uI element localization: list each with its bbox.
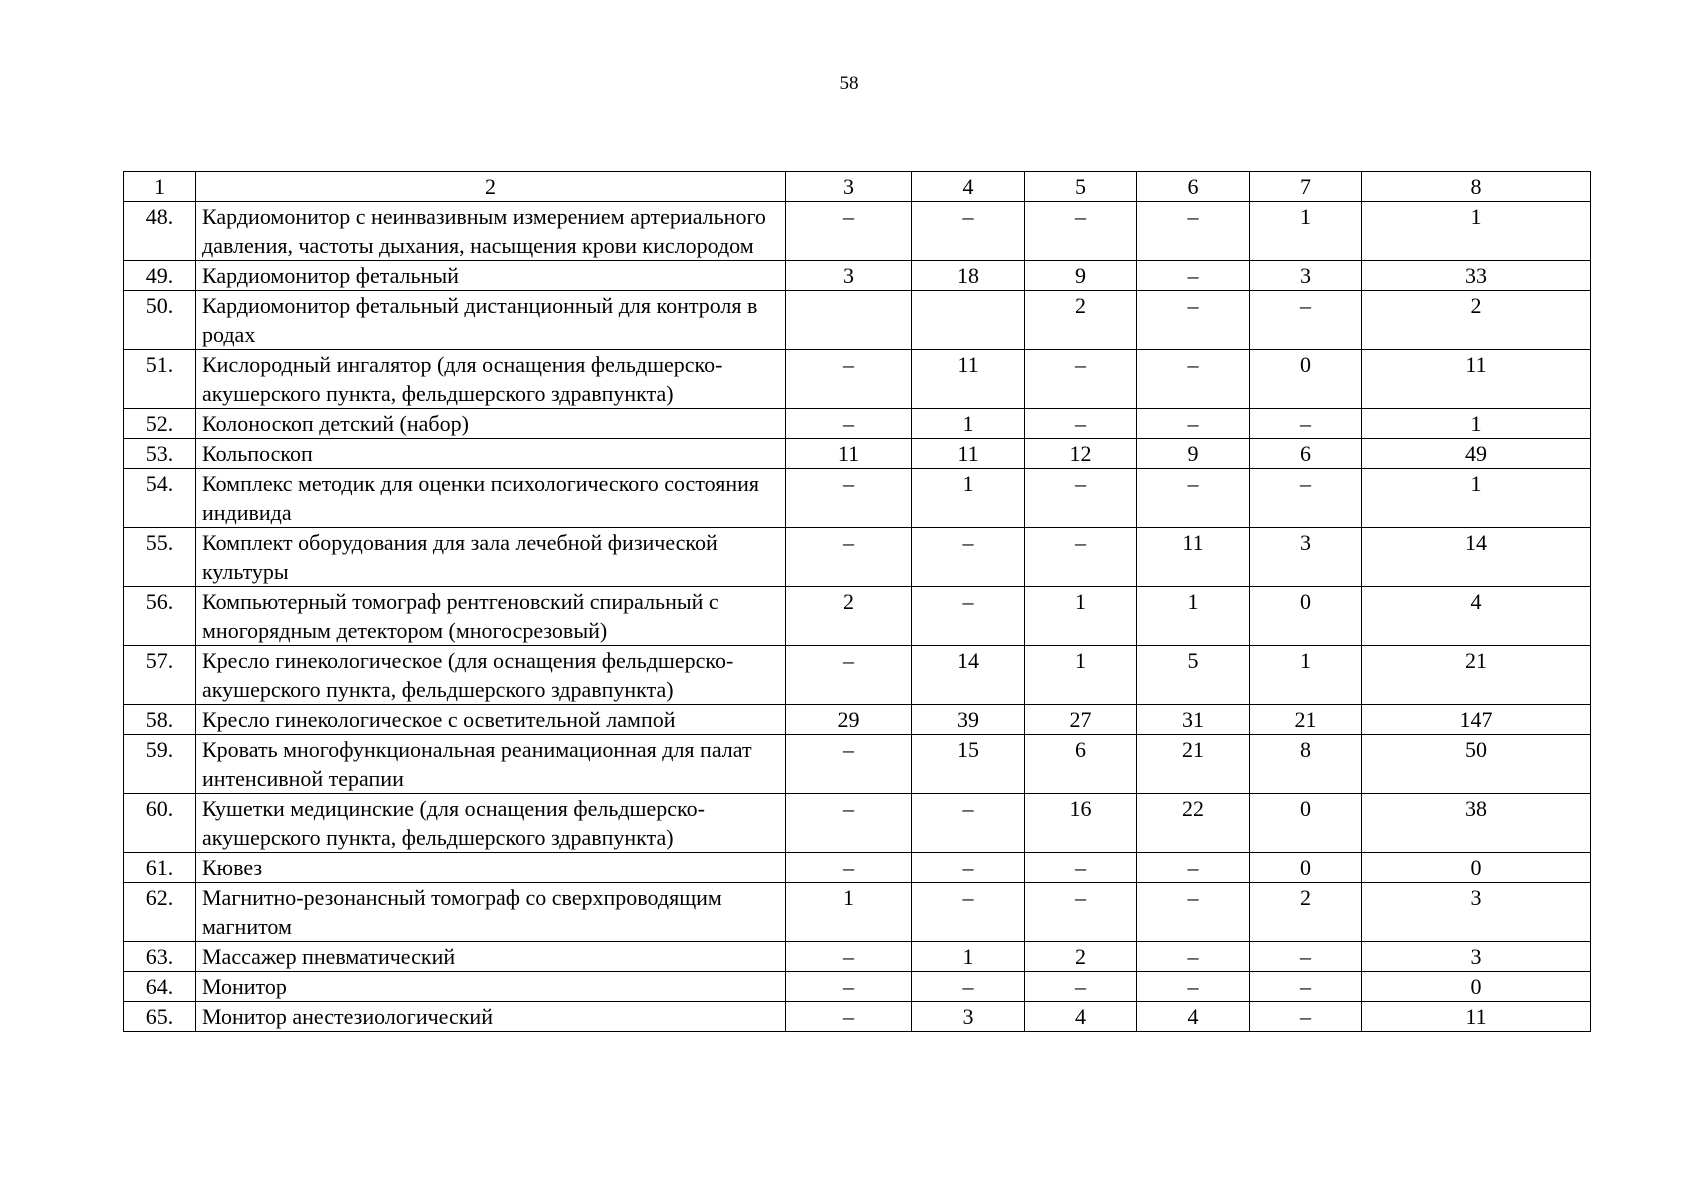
table-row [124,587,1591,646]
value-cell-col-3: – [786,350,912,409]
table-row [124,409,1591,439]
value-cell-col-8: 0 [1362,853,1591,883]
value-cell-col-4: – [912,794,1025,853]
value-cell-col-6: – [1137,350,1250,409]
value-cell-col-5: – [1025,469,1137,528]
value-cell-col-6: – [1137,261,1250,291]
value-cell-col-7: – [1250,972,1362,1002]
row-number-cell: 60. [124,794,196,853]
header-cell-5: 5 [1025,172,1137,202]
row-number-cell: 63. [124,942,196,972]
value-cell-col-7: – [1250,942,1362,972]
value-cell-col-4: 14 [912,646,1025,705]
value-cell-col-5: – [1025,409,1137,439]
equipment-name-cell: Кушетки медицинские (для оснащения фельдшерско-акушерского пункта, фельдшерского здравпункта) [196,794,786,853]
table-row [124,469,1591,528]
value-cell-col-4: 39 [912,705,1025,735]
value-cell-col-6: 5 [1137,646,1250,705]
value-cell-col-6: – [1137,409,1250,439]
value-cell-col-6: – [1137,853,1250,883]
value-cell-col-8: 14 [1362,528,1591,587]
value-cell-col-3: 3 [786,261,912,291]
value-cell-col-3: 2 [786,587,912,646]
row-number-cell: 59. [124,735,196,794]
value-cell-col-5: 2 [1025,942,1137,972]
value-cell-col-4: 1 [912,469,1025,528]
value-cell-col-5: – [1025,883,1137,942]
table-row [124,646,1591,705]
value-cell-col-3: – [786,853,912,883]
value-cell-col-5: 1 [1025,646,1137,705]
table-row [124,1002,1591,1032]
row-number-cell: 65. [124,1002,196,1032]
value-cell-col-5: 12 [1025,439,1137,469]
value-cell-col-8: 21 [1362,646,1591,705]
equipment-name-cell: Комплекс методик для оценки психологического состояния индивида [196,469,786,528]
value-cell-col-4: 11 [912,439,1025,469]
value-cell-col-7: 0 [1250,587,1362,646]
value-cell-col-8: 147 [1362,705,1591,735]
page-number: 58 [839,73,859,94]
value-cell-col-4: 1 [912,942,1025,972]
value-cell-col-8: 0 [1362,972,1591,1002]
value-cell-col-6: – [1137,469,1250,528]
equipment-name-cell: Кардиомонитор с неинвазивным измерением артериального давления, частоты дыхания, насыщения крови кислородом [196,202,786,261]
row-number-cell: 54. [124,469,196,528]
table-row [124,794,1591,853]
value-cell-col-8: 11 [1362,350,1591,409]
table-row [124,202,1591,261]
value-cell-col-6: – [1137,291,1250,350]
row-number-cell: 50. [124,291,196,350]
equipment-name-cell: Компьютерный томограф рентгеновский спиральный с многорядным детектором (многосрезовый) [196,587,786,646]
value-cell-col-4: – [912,853,1025,883]
value-cell-col-8: 2 [1362,291,1591,350]
value-cell-col-7: 8 [1250,735,1362,794]
table-row [124,735,1591,794]
value-cell-col-8: 33 [1362,261,1591,291]
row-number-cell: 64. [124,972,196,1002]
row-number-cell: 53. [124,439,196,469]
header-cell-2: 2 [196,172,786,202]
value-cell-col-7: 3 [1250,528,1362,587]
equipment-name-cell: Комплект оборудования для зала лечебной физической культуры [196,528,786,587]
value-cell-col-3: – [786,794,912,853]
equipment-name-cell: Колоноскоп детский (набор) [196,409,786,439]
value-cell-col-3: – [786,972,912,1002]
equipment-name-cell: Кольпоскоп [196,439,786,469]
value-cell-col-6: 21 [1137,735,1250,794]
value-cell-col-6: 1 [1137,587,1250,646]
value-cell-col-7: 2 [1250,883,1362,942]
value-cell-col-6: 11 [1137,528,1250,587]
value-cell-col-6: – [1137,883,1250,942]
equipment-name-cell: Кресло гинекологическое (для оснащения фельдшерско-акушерского пункта, фельдшерского здравпункта) [196,646,786,705]
table-row [124,972,1591,1002]
value-cell-col-7: 3 [1250,261,1362,291]
equipment-name-cell: Кровать многофункциональная реанимационная для палат интенсивной терапии [196,735,786,794]
value-cell-col-4: – [912,972,1025,1002]
equipment-table [123,171,1591,1032]
value-cell-col-3: – [786,735,912,794]
equipment-name-cell: Магнитно-резонансный томограф со сверхпроводящим магнитом [196,883,786,942]
value-cell-col-4: 15 [912,735,1025,794]
value-cell-col-5: – [1025,528,1137,587]
value-cell-col-5: 9 [1025,261,1137,291]
row-number-cell: 55. [124,528,196,587]
table-row [124,350,1591,409]
equipment-name-cell: Кислородный ингалятор (для оснащения фельдшерско-акушерского пункта, фельдшерского здравпункта) [196,350,786,409]
value-cell-col-4: 3 [912,1002,1025,1032]
value-cell-col-7: – [1250,409,1362,439]
value-cell-col-7: 1 [1250,202,1362,261]
value-cell-col-8: 49 [1362,439,1591,469]
value-cell-col-3: – [786,469,912,528]
value-cell-col-8: 3 [1362,883,1591,942]
value-cell-col-5: 27 [1025,705,1137,735]
equipment-name-cell: Кардиомонитор фетальный дистанционный для контроля в родах [196,291,786,350]
header-cell-1: 1 [124,172,196,202]
equipment-name-cell: Кювез [196,853,786,883]
row-number-cell: 61. [124,853,196,883]
value-cell-col-8: 4 [1362,587,1591,646]
value-cell-col-6: 31 [1137,705,1250,735]
value-cell-col-4: 11 [912,350,1025,409]
value-cell-col-5: 2 [1025,291,1137,350]
value-cell-col-7: 0 [1250,794,1362,853]
table-row [124,705,1591,735]
header-cell-4: 4 [912,172,1025,202]
value-cell-col-7: 1 [1250,646,1362,705]
header-cell-3: 3 [786,172,912,202]
value-cell-col-3: 29 [786,705,912,735]
row-number-cell: 62. [124,883,196,942]
row-number-cell: 56. [124,587,196,646]
equipment-name-cell: Кардиомонитор фетальный [196,261,786,291]
value-cell-col-6: 9 [1137,439,1250,469]
value-cell-col-7: 21 [1250,705,1362,735]
value-cell-col-8: 1 [1362,409,1591,439]
value-cell-col-6: – [1137,972,1250,1002]
table-row [124,853,1591,883]
value-cell-col-8: 1 [1362,202,1591,261]
value-cell-col-6: 4 [1137,1002,1250,1032]
value-cell-col-4: – [912,883,1025,942]
value-cell-col-7: 6 [1250,439,1362,469]
header-cell-7: 7 [1250,172,1362,202]
value-cell-col-7: – [1250,1002,1362,1032]
value-cell-col-3: – [786,942,912,972]
value-cell-col-6: – [1137,202,1250,261]
equipment-name-cell: Массажер пневматический [196,942,786,972]
value-cell-col-5: 6 [1025,735,1137,794]
value-cell-col-6: – [1137,942,1250,972]
table-row [124,439,1591,469]
value-cell-col-3: 1 [786,883,912,942]
value-cell-col-8: 38 [1362,794,1591,853]
table-row [124,261,1591,291]
value-cell-col-4: 1 [912,409,1025,439]
value-cell-col-5: 4 [1025,1002,1137,1032]
table-header-row [124,172,1591,202]
table-row [124,528,1591,587]
value-cell-col-8: 1 [1362,469,1591,528]
value-cell-col-6: 22 [1137,794,1250,853]
value-cell-col-3: – [786,528,912,587]
value-cell-col-4: – [912,587,1025,646]
row-number-cell: 52. [124,409,196,439]
value-cell-col-4 [912,291,1025,350]
value-cell-col-3 [786,291,912,350]
value-cell-col-5: 16 [1025,794,1137,853]
value-cell-col-4: – [912,202,1025,261]
value-cell-col-5: – [1025,202,1137,261]
value-cell-col-8: 50 [1362,735,1591,794]
value-cell-col-5: – [1025,853,1137,883]
row-number-cell: 57. [124,646,196,705]
value-cell-col-7: – [1250,469,1362,528]
value-cell-col-3: – [786,202,912,261]
equipment-name-cell: Монитор анестезиологический [196,1002,786,1032]
value-cell-col-3: – [786,646,912,705]
table-row [124,291,1591,350]
value-cell-col-4: 18 [912,261,1025,291]
row-number-cell: 51. [124,350,196,409]
header-cell-6: 6 [1137,172,1250,202]
value-cell-col-8: 11 [1362,1002,1591,1032]
value-cell-col-3: – [786,1002,912,1032]
value-cell-col-7: 0 [1250,350,1362,409]
table-row [124,942,1591,972]
value-cell-col-3: 11 [786,439,912,469]
table-row [124,883,1591,942]
equipment-name-cell: Кресло гинекологическое с осветительной лампой [196,705,786,735]
header-cell-8: 8 [1362,172,1591,202]
value-cell-col-5: – [1025,350,1137,409]
value-cell-col-5: 1 [1025,587,1137,646]
equipment-name-cell: Монитор [196,972,786,1002]
value-cell-col-4: – [912,528,1025,587]
row-number-cell: 49. [124,261,196,291]
value-cell-col-7: 0 [1250,853,1362,883]
value-cell-col-5: – [1025,972,1137,1002]
row-number-cell: 48. [124,202,196,261]
row-number-cell: 58. [124,705,196,735]
value-cell-col-3: – [786,409,912,439]
value-cell-col-7: – [1250,291,1362,350]
value-cell-col-8: 3 [1362,942,1591,972]
